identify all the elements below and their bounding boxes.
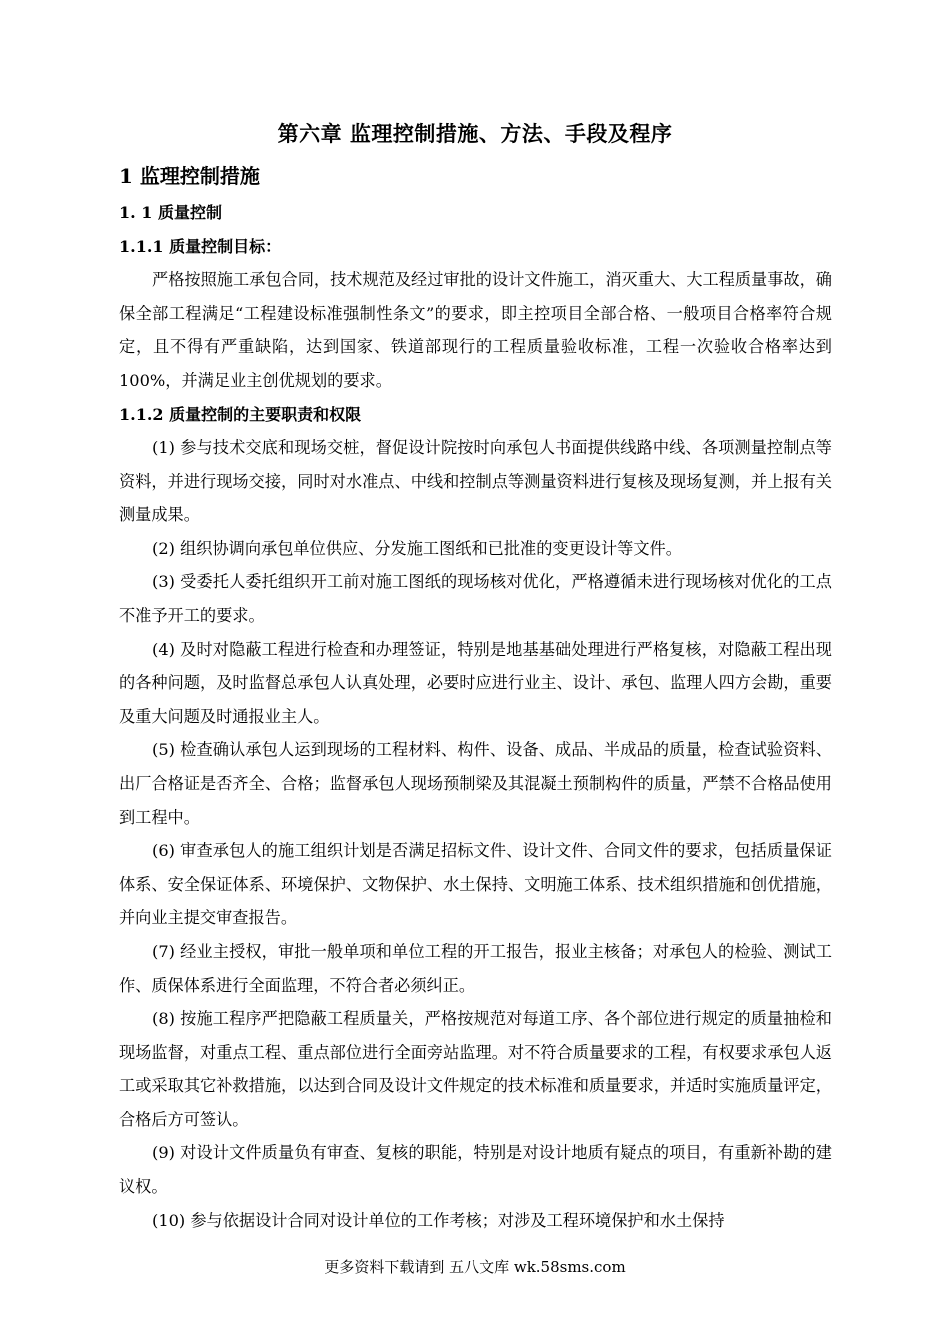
section-heading-1-1: 1. 1 质量控制 — [119, 203, 222, 222]
chapter-title: 第六章 监理控制措施、方法、手段及程序 — [277, 121, 673, 146]
list-item: (2) 组织协调向承包单位供应、分发施工图纸和已批准的变更设计等文件。 — [152, 538, 682, 558]
duties-list — [119, 431, 832, 1237]
section-heading-1-1-1: 1.1.1 质量控制目标： — [119, 237, 282, 256]
list-item: (4) 及时对隐蔽工程进行检查和办理签证，特别是地基基础处理进行严格复核，对隐蔽工程出现的各种问题，及时监督总承包人认真处理，必要时应进行业主、设计、承包、监理人四方会勘，重要及重大问题及时通报业主人。 — [119, 639, 832, 726]
list-item: (7) 经业主授权，审批一般单项和单位工程的开工报告，报业主核备；对承包人的检验、测试工作、质保体系进行全面监理，不符合者必须纠正。 — [119, 941, 832, 995]
section-heading-1: 1 监理控制措施 — [119, 164, 260, 188]
list-item: (1) 参与技术交底和现场交桩，督促设计院按时向承包人书面提供线路中线、各项测量控制点等资料，并进行现场交接，同时对水准点、中线和控制点等测量资料进行复核及现场复测，并上报有关测量成果。 — [119, 438, 832, 525]
list-item: (10) 参与依据设计合同对设计单位的工作考核；对涉及工程环境保护和水土保持 — [152, 1210, 725, 1230]
list-item: (6) 审查承包人的施工组织计划是否满足招标文件、设计文件、合同文件的要求，包括质量保证体系、安全保证体系、环境保护、文物保护、水土保持、文明施工体系、技术组织措施和创优措施，并向业主提交审查报告。 — [119, 841, 832, 928]
list-item: (8) 按施工程序严把隐蔽工程质量关，严格按规范对每道工序、各个部位进行规定的质量抽检和现场监督，对重点工程、重点部位进行全面旁站监理。对不符合质量要求的工程，有权要求承包人返工或采取其它补救措施，以达到合同及设计文件规定的技术标准和质量要求，并适时实施质量评定，合格后方可签认。 — [119, 1009, 832, 1129]
section-heading-1-1-2: 1.1.2 质量控制的主要职责和权限 — [119, 405, 362, 424]
list-item: (9) 对设计文件质量负有审查、复核的职能，特别是对设计地质有疑点的项目，有重新补勘的建议权。 — [119, 1143, 832, 1197]
list-item: (5) 检查确认承包人运到现场的工程材料、构件、设备、成品、半成品的质量，检查试验资料、出厂合格证是否齐全、合格；监督承包人现场预制梁及其混凝土预制构件的质量，严禁不合格品使用到工程中。 — [119, 740, 832, 827]
intro-paragraph: 严格按照施工承包合同，技术规范及经过审批的设计文件施工，消灭重大、大工程质量事故，确保全部工程满足“工程建设标准强制性条文”的要求，即主控项目全部合格、一般项目合格率符合规定，且不得有严重缺陷，达到国家、铁道部现行的工程质量验收标准，工程一次验收合格率达到100%，并满足业主创优规划的要求。 — [119, 270, 832, 390]
list-item: (3) 受委托人委托组织开工前对施工图纸的现场核对优化，严格遵循未进行现场核对优化的工点不准予开工的要求。 — [119, 572, 832, 625]
page-footer: 更多资料下载请到 五八文库 wk.58sms.com — [324, 1258, 626, 1276]
